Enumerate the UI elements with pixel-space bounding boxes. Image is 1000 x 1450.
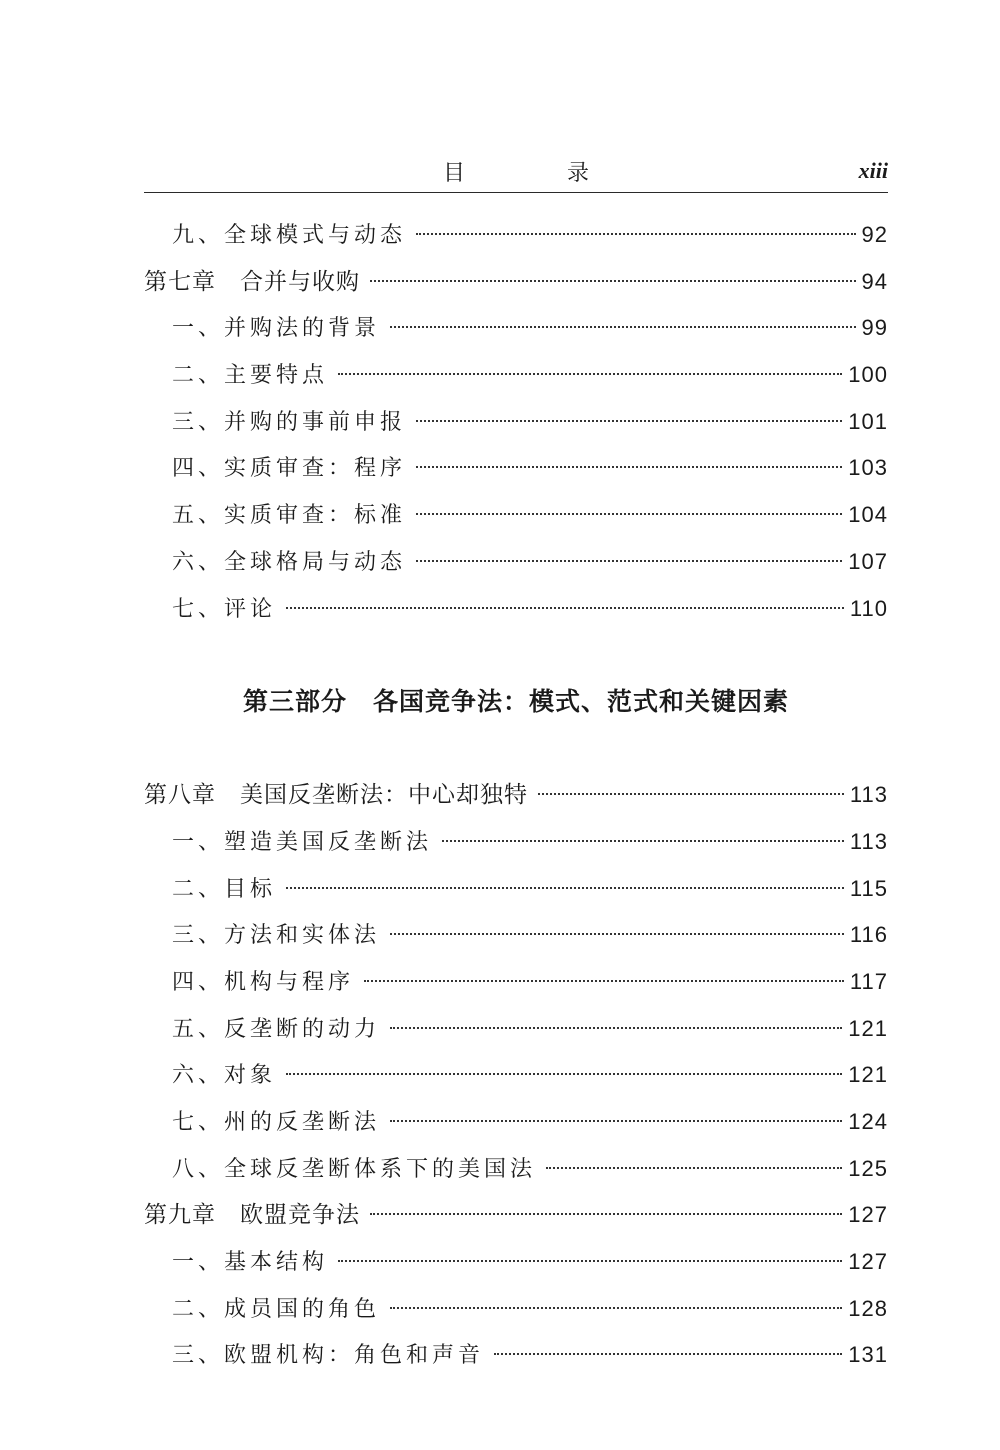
toc-entry-page-number: 131 — [848, 1342, 888, 1368]
toc-entry-page-number: 125 — [848, 1155, 888, 1181]
toc-section-entry[interactable] — [144, 1099, 888, 1146]
dot-leader — [546, 1167, 842, 1169]
dot-leader — [390, 1027, 842, 1029]
toc-entry-label: 三、欧盟机构：角色和声音 — [172, 1343, 485, 1369]
toc-section-entry[interactable] — [144, 1146, 888, 1193]
dot-leader — [370, 1213, 842, 1215]
toc-entry-page-number: 107 — [848, 548, 888, 574]
toc-list-part-b — [144, 772, 888, 1379]
dot-leader — [416, 466, 842, 468]
toc-entry-page-number: 121 — [848, 1015, 888, 1041]
toc-entry-label: 五、实质审查：标准 — [172, 503, 407, 529]
toc-entry-label: 五、反垄断的动力 — [172, 1016, 381, 1042]
dot-leader — [286, 607, 844, 609]
toc-entry-page-number: 124 — [848, 1109, 888, 1134]
toc-entry-page-number: 101 — [848, 408, 888, 434]
dot-leader — [538, 793, 844, 795]
toc-section-entry[interactable] — [144, 959, 888, 1006]
toc-entry-label: 六、全球格局与动态 — [172, 549, 407, 575]
toc-section-entry[interactable] — [144, 1332, 888, 1379]
dot-leader — [416, 420, 842, 422]
dot-leader — [338, 1260, 842, 1262]
toc-section-entry[interactable] — [144, 492, 888, 539]
toc-section-entry[interactable] — [144, 352, 888, 399]
toc-section-entry[interactable] — [144, 586, 888, 633]
dot-leader — [416, 560, 842, 562]
toc-entry-label: 一、塑造美国反垄断法 — [172, 829, 433, 855]
toc-entry-page-number: 103 — [848, 455, 888, 481]
toc-chapter-entry[interactable] — [144, 1192, 888, 1239]
toc-entry-page-number: 92 — [861, 222, 888, 247]
toc-entry-label: 七、州的反垄断法 — [172, 1110, 381, 1135]
toc-entry-page-number: 99 — [861, 315, 888, 341]
toc-entry-page-number: 110 — [849, 595, 888, 621]
dot-leader — [390, 1307, 842, 1309]
dot-leader — [416, 513, 842, 515]
toc-entry-page-number: 121 — [848, 1062, 888, 1088]
toc-entry-label: 九、全球模式与动态 — [172, 223, 407, 248]
toc-entry-page-number: 117 — [849, 968, 888, 994]
toc-section-entry[interactable] — [144, 1286, 888, 1333]
toc-entry-label: 二、成员国的角色 — [172, 1296, 381, 1322]
dot-leader — [370, 280, 856, 282]
toc-entry-label: 四、实质审查：程序 — [172, 456, 407, 482]
toc-list-part-a — [144, 212, 888, 632]
dot-leader — [338, 373, 842, 375]
toc-section-entry[interactable] — [144, 305, 888, 352]
dot-leader — [390, 1120, 842, 1122]
toc-entry-label: 二、目标 — [172, 876, 277, 902]
dot-leader — [416, 233, 856, 235]
dot-leader — [494, 1353, 842, 1355]
toc-entry-label: 四、机构与程序 — [172, 969, 355, 995]
toc-entry-page-number: 116 — [849, 922, 888, 948]
part-title: 第三部分 各国竞争法：模式、范式和关键因素 — [242, 687, 789, 717]
running-header — [144, 150, 888, 193]
dot-leader — [286, 887, 844, 889]
toc-entry-label: 第九章 欧盟竞争法 — [144, 1202, 360, 1229]
toc-entry-page-number: 113 — [849, 782, 888, 808]
toc-entry-page-number: 94 — [861, 268, 888, 294]
toc-entry-label: 六、对象 — [172, 1063, 277, 1089]
toc-entry-page-number: 115 — [849, 875, 888, 901]
toc-entry-label: 七、评论 — [172, 596, 277, 622]
dot-leader — [390, 933, 844, 935]
toc-entry-label: 三、方法和实体法 — [172, 923, 381, 949]
dot-leader — [390, 326, 856, 328]
toc-entry-label: 三、并购的事前申报 — [172, 409, 407, 435]
toc-section-entry[interactable] — [144, 539, 888, 586]
toc-section-entry[interactable] — [144, 445, 888, 492]
toc-entry-label: 一、基本结构 — [172, 1250, 329, 1276]
toc-section-entry[interactable] — [144, 399, 888, 446]
header-page-number: xiii — [858, 158, 888, 183]
toc-chapter-entry[interactable] — [144, 772, 888, 819]
header-title: 目 录 — [442, 161, 629, 186]
toc-entry-page-number: 127 — [848, 1249, 888, 1275]
toc-section-entry[interactable] — [144, 1006, 888, 1053]
dot-leader — [364, 980, 844, 982]
toc-entry-page-number: 100 — [848, 362, 888, 388]
toc-entry-page-number: 128 — [848, 1295, 888, 1321]
toc-section-entry[interactable] — [144, 866, 888, 913]
dot-leader — [286, 1073, 842, 1075]
toc-entry-page-number: 104 — [848, 502, 888, 528]
toc-entry-label: 一、并购法的背景 — [172, 316, 381, 342]
toc-entry-label: 二、主要特点 — [172, 363, 329, 389]
toc-section-entry[interactable] — [144, 819, 888, 866]
toc-entry-label: 第八章 美国反垄断法：中心却独特 — [144, 782, 528, 809]
toc-section-entry[interactable] — [144, 912, 888, 959]
dot-leader — [442, 840, 844, 842]
toc-section-entry[interactable] — [144, 212, 888, 259]
toc-entry-label: 第七章 合并与收购 — [144, 268, 360, 295]
toc-entry-label: 八、全球反垄断体系下的美国法 — [172, 1156, 537, 1182]
toc-entry-page-number: 127 — [848, 1202, 888, 1228]
toc-section-entry[interactable] — [144, 1239, 888, 1286]
toc-section-entry[interactable] — [144, 1052, 888, 1099]
table-of-contents — [144, 212, 888, 1379]
toc-chapter-entry[interactable] — [144, 259, 888, 306]
toc-entry-page-number: 113 — [849, 828, 888, 854]
